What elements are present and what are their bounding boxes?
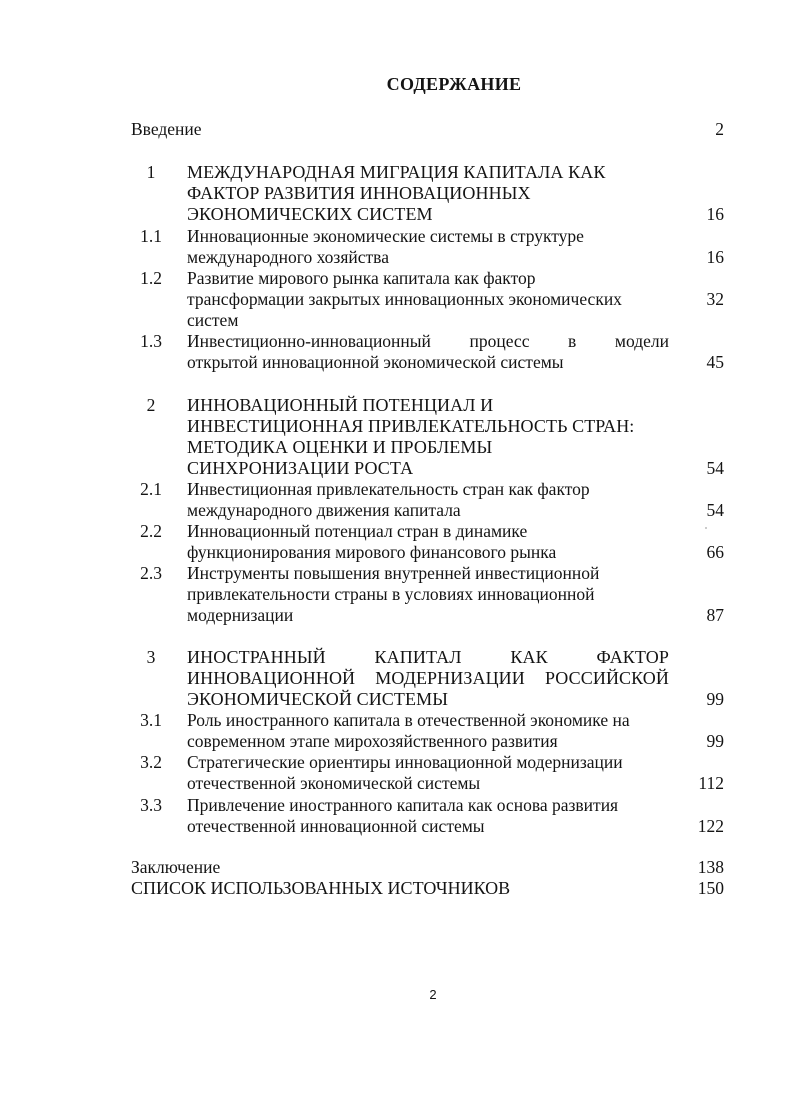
section-3-3-page: 122: [697, 816, 724, 836]
section-3-3-line-2: отечественной инновационной системы: [187, 816, 485, 836]
chapter-2-page: 54: [706, 458, 724, 478]
intro-page: 2: [715, 119, 724, 139]
section-3-2-line-1: Стратегические ориентиры инновационной модернизации: [187, 752, 623, 772]
page-title: СОДЕРЖАНИЕ: [386, 74, 522, 94]
section-1-1-line-2: международного хозяйства: [187, 247, 389, 267]
chapter-1-number: 1: [146, 162, 156, 182]
section-2-3-number: 2.3: [140, 563, 162, 583]
chapter-2-title-line-1: ИННОВАЦИОННЫЙ ПОТЕНЦИАЛ И: [187, 395, 494, 415]
section-1-2-page: 32: [706, 289, 724, 309]
section-2-2-line-2: функционирования мирового финансового рынка: [187, 542, 557, 562]
chapter-2-title-line-2: ИНВЕСТИЦИОННАЯ ПРИВЛЕКАТЕЛЬНОСТЬ СТРАН:: [187, 416, 635, 436]
scan-speck: [705, 527, 707, 529]
chapter-1-page: 16: [706, 204, 724, 224]
page-number: 2: [429, 987, 437, 1002]
section-2-2-page: 66: [706, 542, 724, 562]
section-3-3-line-1: Привлечение иностранного капитала как основа развития: [187, 795, 619, 815]
chapter-3-title-line-2: ИННОВАЦИОННОЙ МОДЕРНИЗАЦИИ РОССИЙСКОЙ: [187, 668, 669, 688]
chapter-2-number: 2: [146, 395, 156, 415]
section-2-3-line-2: привлекательности страны в условиях инновационной: [187, 584, 595, 604]
section-2-1-line-2: международного движения капитала: [187, 500, 461, 520]
section-2-3-line-1: Инструменты повышения внутренней инвестиционной: [187, 563, 600, 583]
section-2-3-line-3: модернизации: [187, 605, 294, 625]
section-3-3-number: 3.3: [140, 795, 162, 815]
section-2-1-page: 54: [706, 500, 724, 520]
chapter-1-title-line-2: ФАКТОР РАЗВИТИЯ ИННОВАЦИОННЫХ: [187, 183, 531, 203]
chapter-2-title-line-4: СИНХРОНИЗАЦИИ РОСТА: [187, 458, 414, 478]
section-2-1-number: 2.1: [140, 479, 162, 499]
section-1-3-line-2: открытой инновационной экономической системы: [187, 352, 564, 372]
section-3-1-line-1: Роль иностранного капитала в отечественной экономике на: [187, 710, 630, 730]
section-2-2-line-1: Инновационный потенциал стран в динамике: [187, 521, 528, 541]
chapter-3-number: 3: [146, 647, 156, 667]
sources-page: 150: [697, 878, 724, 898]
section-3-1-line-2: современном этапе мирохозяйственного развития: [187, 731, 558, 751]
section-1-1-line-1: Инновационные экономические системы в структуре: [187, 226, 584, 246]
section-1-2-number: 1.2: [140, 268, 162, 288]
intro-label: Введение: [131, 119, 202, 139]
conclusion-label: Заключение: [131, 857, 221, 877]
conclusion-page: 138: [697, 857, 724, 877]
chapter-1-title-line-3: ЭКОНОМИЧЕСКИХ СИСТЕМ: [187, 204, 433, 224]
section-3-1-number: 3.1: [140, 710, 162, 730]
section-1-3-page: 45: [706, 352, 724, 372]
section-1-2-line-1: Развитие мирового рынка капитала как фактор: [187, 268, 536, 288]
section-1-2-line-3: систем: [187, 310, 239, 330]
section-1-2-line-2: трансформации закрытых инновационных экономических: [187, 289, 622, 309]
chapter-3-title-line-3: ЭКОНОМИЧЕСКОЙ СИСТЕМЫ: [187, 689, 448, 709]
section-3-2-number: 3.2: [140, 752, 162, 772]
sources-label: СПИСОК ИСПОЛЬЗОВАННЫХ ИСТОЧНИКОВ: [131, 878, 511, 898]
section-2-3-page: 87: [706, 605, 724, 625]
section-1-3-number: 1.3: [140, 331, 162, 351]
section-3-2-page: 112: [698, 773, 724, 793]
section-2-1-line-1: Инвестиционная привлекательность стран как фактор: [187, 479, 590, 499]
section-1-1-number: 1.1: [140, 226, 162, 246]
chapter-2-title-line-3: МЕТОДИКА ОЦЕНКИ И ПРОБЛЕМЫ: [187, 437, 493, 457]
section-3-2-line-2: отечественной экономической системы: [187, 773, 481, 793]
section-2-2-number: 2.2: [140, 521, 162, 541]
section-1-3-line-1: Инвестиционно-инновационный процесс в модели: [187, 331, 669, 351]
section-3-1-page: 99: [706, 731, 724, 751]
chapter-1-title-line-1: МЕЖДУНАРОДНАЯ МИГРАЦИЯ КАПИТАЛА КАК: [187, 162, 606, 182]
chapter-3-title-line-1: ИНОСТРАННЫЙ КАПИТАЛ КАК ФАКТОР: [187, 647, 669, 667]
section-1-1-page: 16: [706, 247, 724, 267]
chapter-3-page: 99: [706, 689, 724, 709]
